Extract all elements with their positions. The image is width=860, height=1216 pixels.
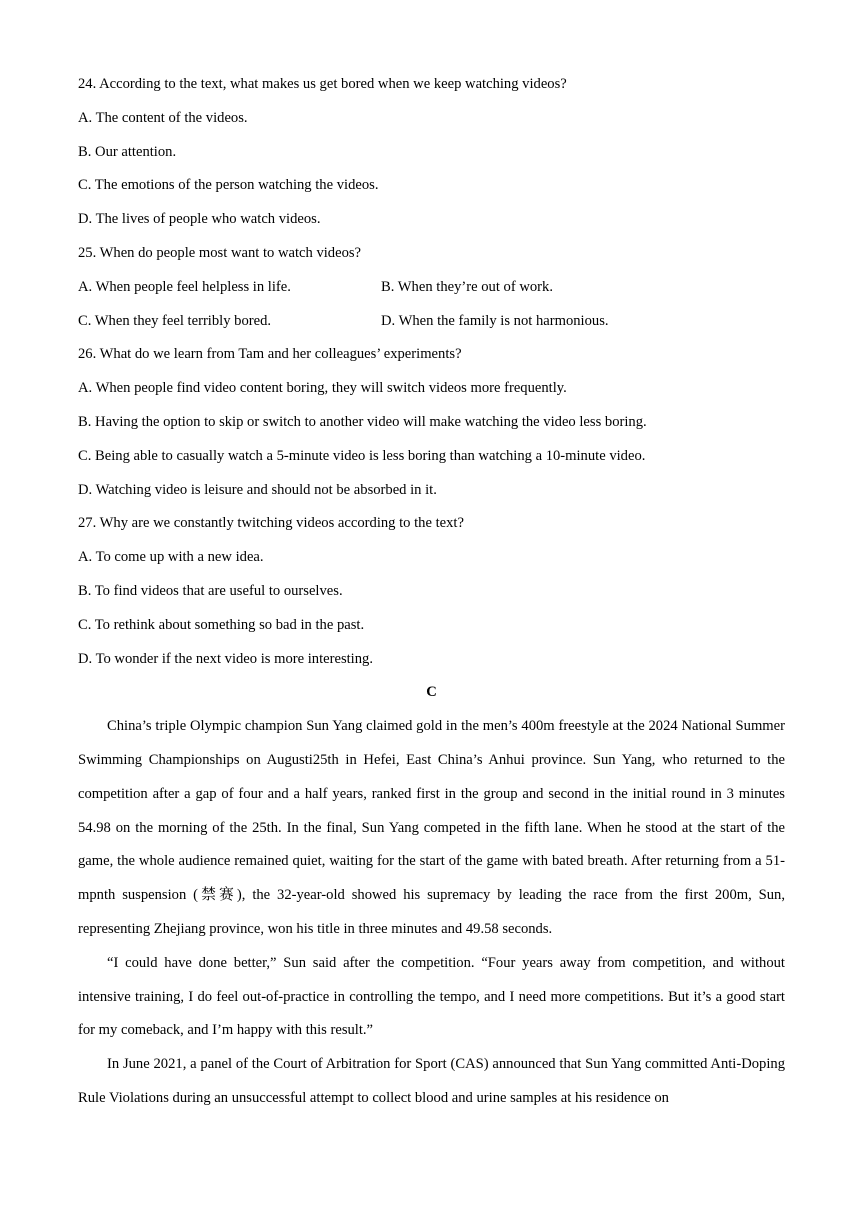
options-row	[78, 305, 785, 339]
option-d: D. When the family is not harmonious.	[381, 312, 609, 329]
question-26	[78, 338, 785, 507]
option-b: B. Our attention.	[78, 143, 177, 160]
option-b: B. When they’re out of work.	[381, 278, 553, 295]
option-a: A. When people feel helpless in life.	[78, 278, 291, 295]
passage-paragraph: China’s triple Olympic champion Sun Yang claimed gold in the men’s 400m freestyle at the 2024 National Summer Swimming Championships on Augusti25th in Hefei, East China’s Anhui province. Sun Yang, who returned to the competition after a gap of four and a half years, ranked first in the group and second in the initial round in 3 minutes 54.98 on the morning of the 25th. In the final, Sun Yang competed in the fifth lane. When he stood at the start of the game, the whole audience remained quiet, waiting for the start of the game with bated breath. After returning from a 51-mpnth suspension (禁赛), the 32-year-old showed his supremacy by leading the race from the first 200m, Sun, representing Zhejiang province, won his title in three minutes and 49.58 seconds.	[78, 718, 785, 937]
question-stem: 27. Why are we constantly twitching videos according to the text?	[78, 515, 464, 532]
option-c: C. When they feel terribly bored.	[78, 312, 272, 329]
option-c: C. Being able to casually watch a 5-minute video is less boring than watching a 10-minute video.	[78, 447, 646, 464]
section-heading: C	[426, 684, 437, 701]
option-a: A. When people find video content boring, they will switch videos more frequently.	[78, 380, 567, 397]
question-stem: 24. According to the text, what makes us get bored when we keep watching videos?	[78, 76, 567, 92]
option-d: D. The lives of people who watch videos.	[78, 211, 321, 228]
question-25	[78, 237, 785, 338]
option-c: C. To rethink about something so bad in the past.	[78, 616, 365, 633]
question-stem: 25. When do people most want to watch videos?	[78, 244, 362, 261]
option-a: A. To come up with a new idea.	[78, 549, 264, 566]
option-b: B. To find videos that are useful to ourselves.	[78, 582, 343, 599]
option-d: D. Watching video is leisure and should not be absorbed in it.	[78, 481, 437, 498]
option-b: B. Having the option to skip or switch to another video will make watching the video less boring.	[78, 413, 647, 430]
document-page	[78, 68, 785, 1116]
option-a: A. The content of the videos.	[78, 109, 248, 126]
option-d: D. To wonder if the next video is more interesting.	[78, 650, 373, 667]
question-stem: 26. What do we learn from Tam and her colleagues’ experiments?	[78, 346, 462, 363]
question-27	[78, 507, 785, 676]
options-row	[78, 271, 785, 305]
question-24	[78, 68, 785, 237]
passage-paragraph: In June 2021, a panel of the Court of Arbitration for Sport (CAS) announced that Sun Yang committed Anti-Doping Rule Violations during an unsuccessful attempt to collect blood and urine samples at his residence on	[78, 1056, 785, 1106]
passage-paragraph: “I could have done better,” Sun said after the competition. “Four years away from competition, and without intensive training, I do feel out-of-practice in controlling the tempo, and I need more competitions. But it’s a good start for my comeback, and I’m happy with this result.”	[78, 954, 785, 1039]
option-c: C. The emotions of the person watching the videos.	[78, 177, 379, 194]
